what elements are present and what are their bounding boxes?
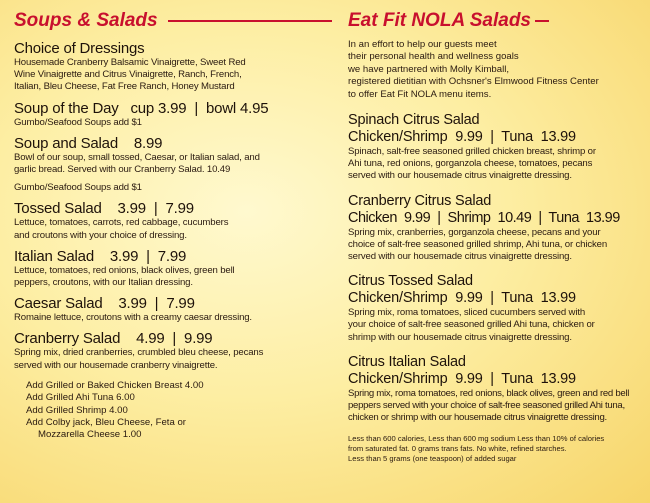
item-desc: Spring mix, dried cranberries, crumbled bleu cheese, pecans: [14, 347, 264, 359]
item-desc: shrimp with our housemade citrus vinaigrette dressing.: [348, 331, 572, 343]
intro-line: registered dietitian with Ochsner's Elmwood Fitness Center: [348, 76, 599, 88]
menu-item-soup-of-day: [14, 100, 332, 129]
item-desc: Housemade Cranberry Balsamic Vinaigrette, Sweet Red: [14, 57, 246, 68]
intro-line: we have partnered with Molly Kimball,: [348, 63, 510, 75]
item-desc: Gumbo/Seafood Soups add $1: [14, 182, 142, 194]
item-desc: peppers, croutons, with our Italian dressing.: [14, 277, 193, 289]
item-desc: Lettuce, tomatoes, carrots, red cabbage, cucumbers: [14, 217, 229, 229]
soups-salads-column: [14, 8, 332, 442]
menu-item-dressings: [14, 40, 332, 94]
menu-item-cranberry-citrus: [348, 193, 644, 264]
footnote-line: Less than 600 calories, Less than 600 mg sodium Less than 10% of calories: [348, 434, 605, 444]
item-name: Citrus Italian Salad: [348, 353, 466, 370]
item-title: Choice of Dressings: [14, 40, 145, 57]
nutrition-footnote: [348, 434, 644, 464]
item-desc: served with our housemade cranberry vinaigrette.: [14, 359, 218, 371]
item-title: Soup of the Day cup 3.99 | bowl 4.95: [14, 99, 269, 117]
menu-item-spinach-citrus: [348, 112, 644, 183]
item-desc: Italian, Bleu Cheese, Fat Free Ranch, Honey Mustard: [14, 81, 235, 93]
add-on-item: Add Grilled or Baked Chicken Breast 4.00: [26, 379, 204, 391]
section-title: Soups & Salads: [14, 10, 158, 31]
item-title: Italian Salad 3.99 | 7.99: [14, 247, 187, 265]
soups-salads-header: [14, 8, 332, 34]
item-title: Soup and Salad 8.99: [14, 134, 163, 152]
item-desc: Spring mix, roma tomatoes, sliced cucumbers served with: [348, 307, 586, 319]
add-on-item: Mozzarella Cheese 1.00: [38, 429, 142, 441]
item-desc: Bowl of our soup, small tossed, Caesar, or Italian salad, and: [14, 151, 260, 163]
item-desc: Romaine lettuce, croutons with a creamy caesar dressing.: [14, 312, 252, 324]
item-desc: served with our housemade citrus vinaigrette dressing.: [348, 251, 572, 263]
item-price: Chicken/Shrimp 9.99 | Tuna 13.99: [348, 290, 576, 307]
item-price: Chicken 9.99 | Shrimp 10.49 | Tuna 13.99: [348, 209, 620, 226]
intro-text: [348, 39, 644, 101]
item-desc: choice of salt-free seasoned grilled shrimp, Ahi tuna, or chicken: [348, 238, 608, 250]
item-desc: chicken or shrimp with our housemade citrus vinaigrette dressing.: [348, 412, 607, 424]
add-on-item: Add Grilled Ahi Tuna 6.00: [26, 392, 135, 404]
intro-line: In an effort to help our guests meet: [348, 39, 497, 50]
item-price: Chicken/Shrimp 9.99 | Tuna 13.99: [348, 129, 576, 146]
footnote-line: from saturated fat. 0 grams trans fats. No white, refined starches.: [348, 444, 567, 454]
eat-fit-column: [348, 8, 644, 464]
add-on-item: Add Grilled Shrimp 4.00: [26, 404, 128, 416]
item-desc: Spring mix, roma tomatoes, red onions, black olives, green and red bell: [348, 387, 630, 399]
item-desc: Lettuce, tomatoes, red onions, black olives, green bell: [14, 264, 235, 276]
item-desc: peppers served with your choice of salt-free seasoned grilled Ahi tuna,: [348, 400, 625, 412]
item-title: Cranberry Salad 4.99 | 9.99: [14, 330, 213, 348]
add-ons-list: [14, 380, 332, 442]
item-name: Citrus Tossed Salad: [348, 273, 473, 290]
item-title: Caesar Salad 3.99 | 7.99: [14, 295, 195, 313]
item-desc: served with our housemade citrus vinaigrette dressing.: [348, 170, 572, 182]
item-title: Tossed Salad 3.99 | 7.99: [14, 200, 194, 218]
menu-item-citrus-tossed: [348, 273, 644, 344]
item-desc: your choice of salt-free seasoned grilled Ahi tuna, chicken or: [348, 319, 595, 331]
item-desc: Spinach, salt-free seasoned grilled chicken breast, shrimp or: [348, 146, 596, 158]
eat-fit-header: [348, 8, 644, 34]
item-price: Chicken/Shrimp 9.99 | Tuna 13.99: [348, 370, 576, 387]
item-desc: and croutons with your choice of dressing.: [14, 229, 187, 241]
menu-item-soup-and-salad: [14, 135, 332, 195]
menu-item-italian-salad: [14, 248, 332, 289]
menu-item-caesar-salad: [14, 295, 332, 324]
title-rule: [168, 20, 332, 22]
menu-item-cranberry-salad: [14, 330, 332, 371]
menu-item-tossed-salad: [14, 200, 332, 241]
intro-line: their personal health and wellness goals: [348, 51, 519, 63]
item-name: Spinach Citrus Salad: [348, 112, 480, 129]
add-on-item: Add Colby jack, Bleu Cheese, Feta or: [26, 417, 186, 429]
menu-item-citrus-italian: [348, 354, 644, 425]
section-title: Eat Fit NOLA Salads: [348, 10, 531, 31]
title-rule: [535, 20, 549, 22]
item-desc: Ahi tuna, red onions, gorganzola cheese, tomatoes, pecans: [348, 158, 593, 170]
intro-line: to offer Eat Fit NOLA menu items.: [348, 88, 492, 100]
item-desc: Gumbo/Seafood Soups add $1: [14, 116, 142, 128]
item-desc: Spring mix, cranberries, gorganzola cheese, pecans and your: [348, 226, 601, 238]
item-desc: garlic bread. Served with our Cranberry Salad. 10.49: [14, 164, 231, 176]
footnote-line: Less than 5 grams (one teaspoon) of added sugar: [348, 454, 517, 464]
item-name: Cranberry Citrus Salad: [348, 192, 492, 209]
item-desc: Wine Vinaigrette and Citrus Vinaigrette, Ranch, French,: [14, 69, 242, 81]
